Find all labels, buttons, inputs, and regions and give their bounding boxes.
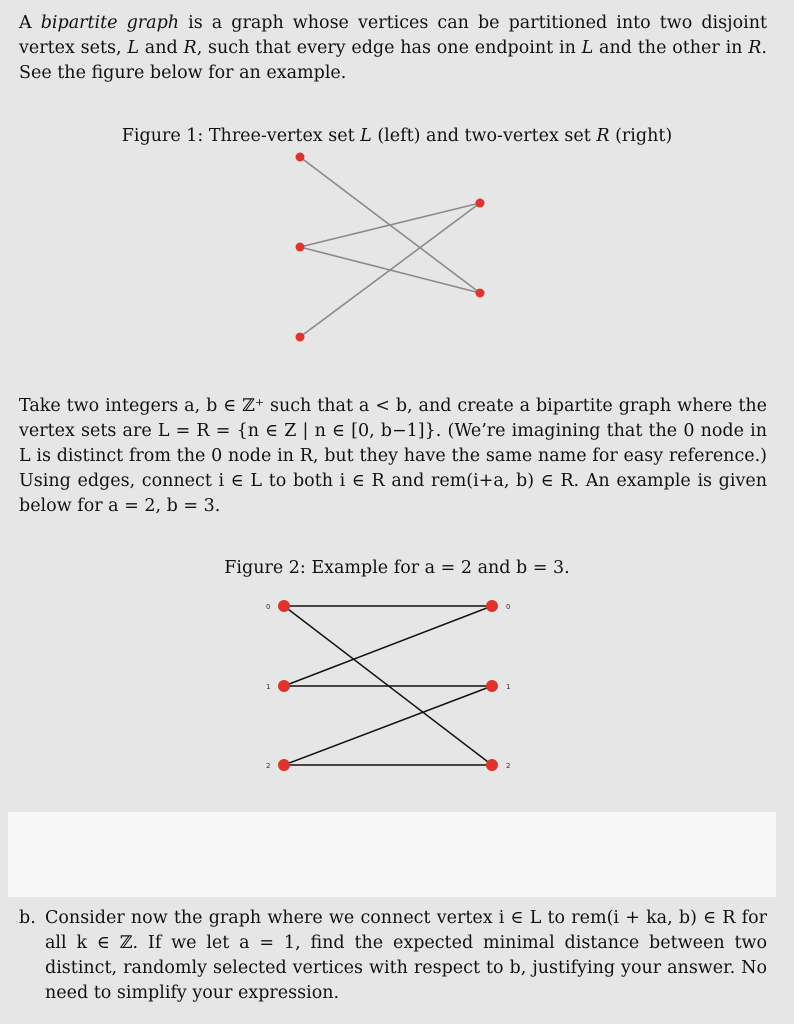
intro-paragraph: A bipartite graph is a graph whose vertices can be partitioned into two disjoint vertex sets, L and R, such that every edge has one endpoint in L and the other in R. See the figure below for an example. xyxy=(19,13,767,83)
question-b-text: Consider now the graph where we connect vertex i ∈ L to rem(i + ka, b) ∈ R for all k ∈ ℤ. If we let a = 1, find the expected minimal distance between two distinct, randomly selected vertices with respect to b, justifying your answer. No need to simplify your expression. xyxy=(45,908,767,1003)
fig1-edge xyxy=(300,203,480,337)
fig2-edge xyxy=(284,606,492,686)
fig1-right-node xyxy=(476,289,485,298)
figure1-caption: Figure 1: Three-vertex set L (left) and two-vertex set R (right) xyxy=(121,126,673,146)
figure2-caption: Figure 2: Example for a = 2 and b = 3. xyxy=(224,558,570,578)
question-b-number: b. xyxy=(19,908,36,928)
fig2-left-node-2 xyxy=(278,759,290,771)
definition-paragraph: Take two integers a, b ∈ ℤ⁺ such that a < b, and create a bipartite graph where the vertex sets are L = R = {n ∈ Z | n ∈ [0, b−1]}. (We’re imagining that the 0 node in L is distinct from the 0 node in R, but they have the same name for easy reference.) Using edges, connect i ∈ L to both i ∈ R and rem(i+a, b) ∈ R. An example is given below for a = 2, b = 3. xyxy=(19,396,767,516)
blank-answer-region xyxy=(8,812,776,897)
fig2-right-node-2 xyxy=(486,759,498,771)
fig1-left-node xyxy=(296,333,305,342)
fig2-right-node-0 xyxy=(486,600,498,612)
fig2-edge xyxy=(284,686,492,765)
question-b xyxy=(19,906,767,1006)
fig2-left-node-0 xyxy=(278,600,290,612)
fig2-left-label-0: 0 xyxy=(266,603,271,611)
fig2-right-label-0: 0 xyxy=(506,603,511,611)
fig1-right-node xyxy=(476,199,485,208)
fig2-right-label-2: 2 xyxy=(506,762,511,770)
fig1-left-node xyxy=(296,243,305,252)
figure1-graph xyxy=(0,150,794,350)
figure2-graph xyxy=(0,590,794,780)
fig1-left-node xyxy=(296,153,305,162)
fig2-right-label-1: 1 xyxy=(506,683,511,691)
fig1-edge xyxy=(300,203,480,247)
fig2-left-label-2: 2 xyxy=(266,762,271,770)
fig2-right-node-1 xyxy=(486,680,498,692)
fig2-left-node-1 xyxy=(278,680,290,692)
fig2-left-label-1: 1 xyxy=(266,683,271,691)
